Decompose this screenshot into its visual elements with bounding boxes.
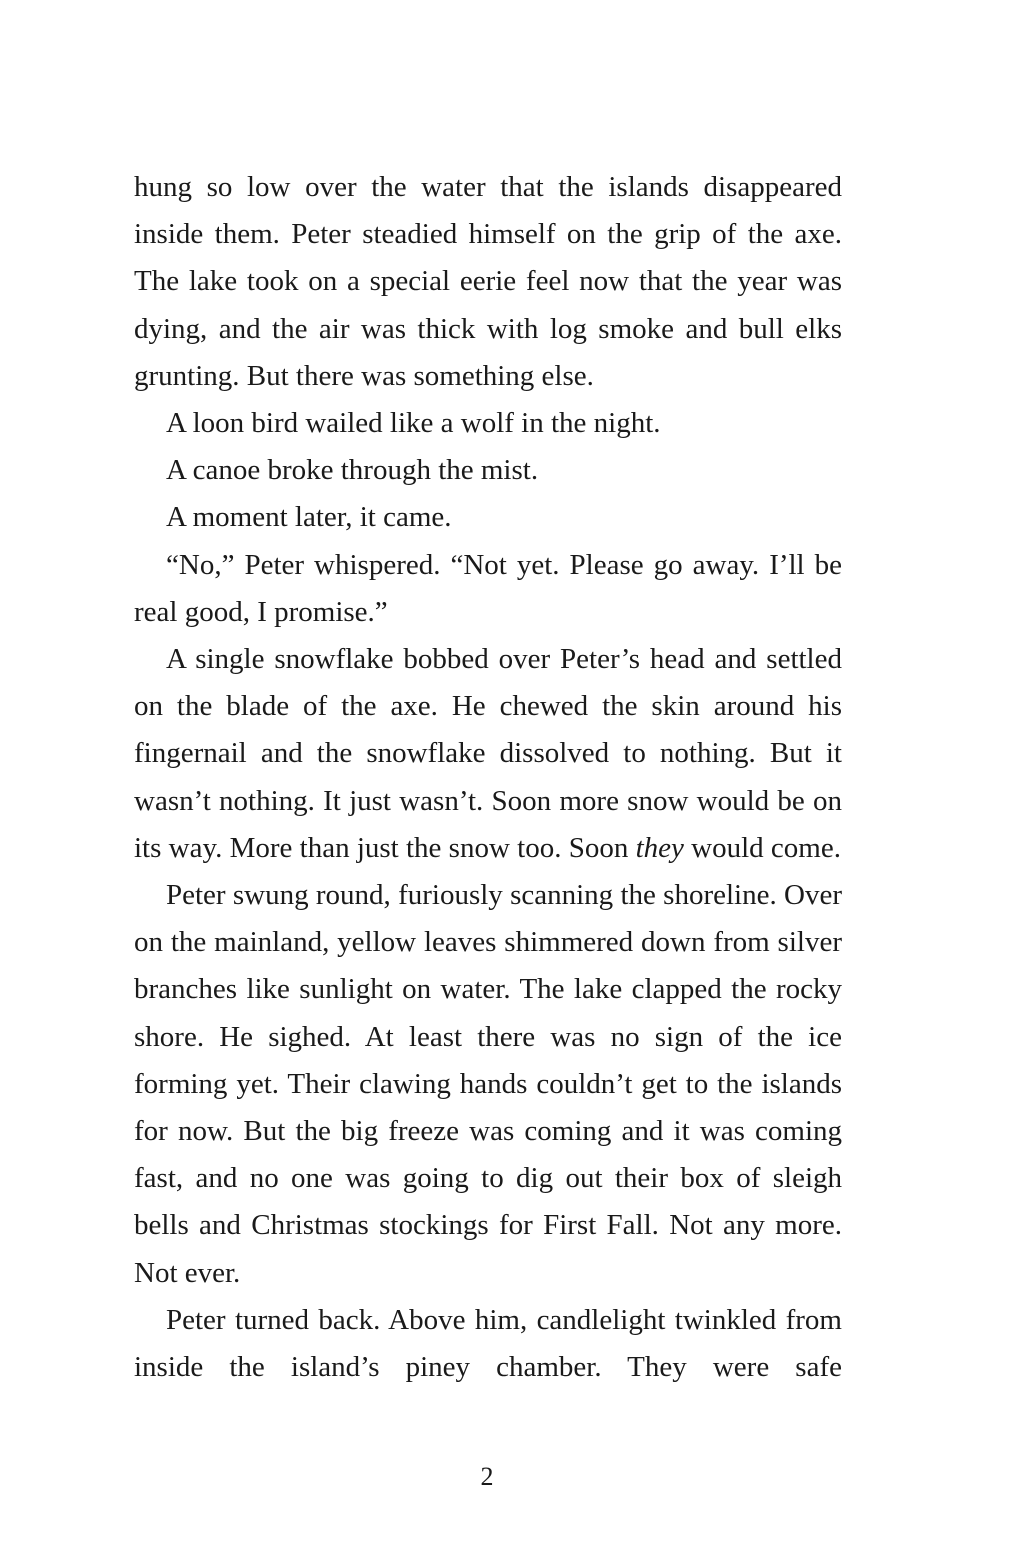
paragraph	[134, 542, 842, 636]
paragraph	[134, 872, 842, 1297]
text-segment: “No,” Peter whispered. “Not yet. Please go away. I’ll be real good, I promise.”	[134, 548, 842, 628]
italic-text-segment: they	[635, 831, 684, 864]
text-segment: hung so low over the water that the islands disappeared inside them. Peter steadied himself on the grip of the axe. The lake took on a special eerie feel now that the year was dying, and the air was thick with log smoke and bull elks grunting. But there was something else.	[134, 171, 842, 392]
text-segment: A single snowflake bobbed over Peter’s head and settled on the blade of the axe. He chewed the skin around his fingernail and the snowflake dissolved to nothing. But it wasn’t nothing. It just wasn’t. Soon more snow would be on its way. More than just the snow too. Soon	[134, 643, 842, 864]
text-segment: Peter swung round, furiously scanning the shoreline. Over on the mainland, yellow leaves shimmered down from silver branches like sunlight on water. The lake clapped the rocky shore. He sighed. At least there was no sign of the ice forming yet. Their clawing hands couldn’t get to the islands for now. But the big freeze was coming and it was coming fast, and no one was going to dig out their box of sleigh bells and Christmas stockings for First Fall. Not any more. Not ever.	[134, 879, 842, 1289]
text-segment: A moment later, it came.	[166, 501, 452, 534]
paragraph	[134, 494, 842, 541]
paragraph	[134, 636, 842, 872]
paragraph	[134, 447, 842, 494]
text-segment: A canoe broke through the mist.	[166, 454, 539, 487]
paragraph	[134, 400, 842, 447]
text-segment: Peter turned back. Above him, candlelight twinkled from inside the island’s piney chamber. They were safe	[134, 1303, 842, 1384]
page-number: 2	[480, 1462, 494, 1491]
paragraph	[134, 1297, 842, 1391]
page-body-text	[134, 164, 842, 1391]
paragraph	[134, 164, 842, 400]
text-segment: A loon bird wailed like a wolf in the night.	[166, 407, 661, 440]
text-segment: would come.	[683, 831, 841, 864]
